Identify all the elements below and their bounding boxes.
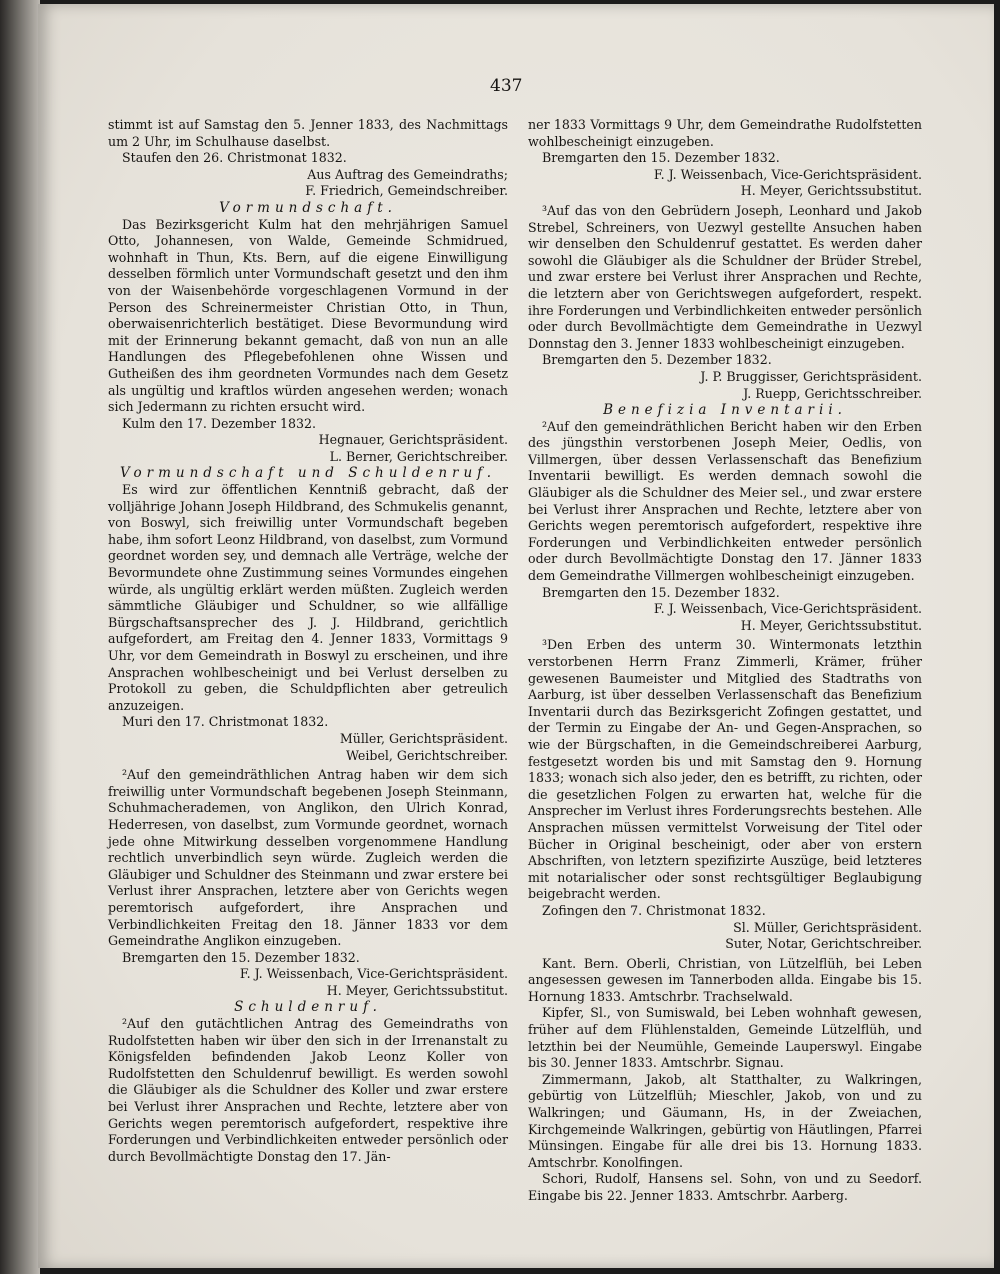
paragraph: ²Auf den gutächtlichen Antrag des Gemeindraths von Rudolfstetten haben wir über den sich in der Irrenanstalt zu Königsfelden befindenden Jakob Leonz Koller von Rudolfstetten den Schuldenruf bewilligt. Es werden sowohl die Gläubiger als die Schuldner des Koller und zwar erstere bei Verlust ihrer Ansprachen und Rechte, letztere aber von Gerichts wegen peremtorisch aufgefordert, respektive ihre Forderungen und Verbindlichkeiten entweder persönlich oder durch Bevollmächtigte Donstag den 17. Jän- bbox=[108, 1016, 508, 1164]
right-column bbox=[528, 117, 922, 1205]
paragraph: ner 1833 Vormittags 9 Uhr, dem Gemeindrathe Rudolfstetten wohlbescheinigt einzugeben. bbox=[528, 117, 922, 149]
signature: F. Friedrich, Gemeindschreiber. bbox=[305, 183, 508, 199]
signature: F. J. Weissenbach, Vice-Gerichtspräsident. bbox=[239, 966, 508, 982]
signature: L. Berner, Gerichtschreiber. bbox=[329, 448, 508, 464]
book-spine bbox=[0, 0, 40, 1274]
paragraph: stimmt ist auf Samstag den 5. Jenner 1833, des Nachmittags um 2 Uhr, im Schulhause daselbst. bbox=[108, 117, 508, 149]
paragraph: ²Auf den gemeindräthlichen Antrag haben wir dem sich freiwillig unter Vormundschaft begebenen Joseph Steinmann, Schuhmacherademen, von Anglikon, den Ulrich Konrad, Hederresen, von daselbst, zum Vormunde geordnet, wornach jede ohne Mitwirkung desselben vorgenommene Handlung rechtlich unverbindlich seyn würde. Zugleich werden die Gläubiger und Schuldner des Steinmann und zwar erstere bei Verlust ihrer Ansprachen, letztere aber von Gerichts wegen peremtorisch aufgefordert, ihre Ansprachen und Verbindlichkeiten Freitag den 18. Jänner 1833 vor dem Gemeindrathe Anglikon einzugeben. bbox=[108, 767, 508, 949]
notice-entry: Kipfer, Sl., von Sumiswald, bei Leben wohnhaft gewesen, früher auf dem Flühlenstalden, Gemeinde Lützelflüh, und letzthin bei der Neumühle, Gemeinde Lauperswyl. Eingabe bis 30. Jenner 1833. Amtschrbr. Signau. bbox=[528, 1005, 922, 1071]
dateline: Staufen den 26. Christmonat 1832. bbox=[122, 150, 347, 166]
left-column bbox=[108, 117, 508, 1165]
paragraph: ³Den Erben des unterm 30. Wintermonats letzthin verstorbenen Herrn Franz Zimmerli, Krämer, früher gewesenen Baumeister und Mitglied des Stadtraths von Aarburg, ist über desselben Verlassenschaft das Benefizium Inventarii durch das Bezirksgericht Zofingen gestattet, und der Termin zu Eingabe der An- und Gegen-Ansprachen, so wie der Bürgschaften, in die Gemeindschreiberei Aarburg, festgesetzt worden bis und mit Samstag den 9. Hornung 1833; wonach sich also jeder, den es betrifft, zu richten, oder die gesetzlichen Folgen zu erwarten hat, welche für die Ansprecher im Verlust ihres Forderungsrechts bestehen. Alle Ansprachen müssen vermittelst Vorweisung der Titel oder Bücher in Original bescheinigt, oder aber von erstern Abschriften, von letztern spezifizirte Auszüge, beid letzteres mit notarialischer oder sonst rechtsgültiger Beglaubigung beigebracht werden. bbox=[528, 637, 922, 902]
paragraph: ³Auf das von den Gebrüdern Joseph, Leonhard und Jakob Strebel, Schreiners, von Uezwyl gestellte Ansuchen haben wir denselben den Schuldenruf gestattet. Es werden daher sowohl die Gläubiger als die Schuldner der Brüder Strebel, und zwar erstere bei Verlust ihrer Ansprachen und Rechte, die letztern aber von Gerichtswegen aufgefordert, respekt. ihre Forderungen und Verbindlichkeiten entweder persönlich oder durch Bevollmächtigte dem Gemeindrathe in Uezwyl Donnstag den 3. Jenner 1833 wohlbescheinigt einzugeben. bbox=[528, 202, 922, 351]
dateline: Muri den 17. Christmonat 1832. bbox=[122, 714, 329, 730]
dateline: Zofingen den 7. Christmonat 1832. bbox=[542, 902, 766, 918]
signature: Sl. Müller, Gerichtspräsident. bbox=[733, 919, 922, 935]
dateline: Bremgarten den 5. Dezember 1832. bbox=[542, 352, 772, 368]
signature: H. Meyer, Gerichtssubstitut. bbox=[740, 183, 922, 199]
notice-entry: Schori, Rudolf, Hansens sel. Sohn, von und zu Seedorf. Eingabe bis 22. Jenner 1833. Amtschrbr. Aarberg. bbox=[528, 1171, 922, 1203]
dateline: Bremgarten den 15. Dezember 1832. bbox=[542, 584, 780, 600]
notice-entry: Kant. Bern. Oberli, Christian, von Lützelflüh, bei Leben angesessen gewesen im Tannerboden allda. Eingabe bis 15. Hornung 1833. Amtschrbr. Trachselwald. bbox=[528, 955, 922, 1004]
signature: Hegnauer, Gerichtspräsident. bbox=[318, 432, 508, 448]
signature: Müller, Gerichtspräsident. bbox=[339, 730, 508, 746]
paragraph: Das Bezirksgericht Kulm hat den mehrjährigen Samuel Otto, Johannesen, von Walde, Gemeinde Schmidrued, wohnhaft in Thun, Kts. Bern, auf die eigene Einwilligung desselben förmlich unter Vormundschaft gesetzt und den ihm von der Waisenbehörde vorgeschlagenen Vormund in der Person des Schreinermeister Christian Otto, in Thun, oberwaisenrichterlich bestätiget. Diese Bevormundung wird mit der Erinnerung bekannt gemacht, daß von nun an alle Handlungen des Pflegebefohlenen ohne Wissen und Gutheißen des ihm geordneten Vormundes nach dem Gesetz als ungültig und kraftlos würden angesehen werden; wonach sich Jedermann zu richten ersucht wird. bbox=[108, 216, 508, 415]
signature: J. P. Bruggisser, Gerichtspräsident. bbox=[700, 368, 922, 384]
paragraph: ²Auf den gemeindräthlichen Bericht haben wir den Erben des jüngsthin verstorbenen Joseph Meier, Oedlis, von Villmergen, über dessen Verlassenschaft das Benefizium Inventarii bewilligt. Es werden demnach sowohl die Gläubiger als die Schuldner des Meier sel., und zwar erstere bei Verlust ihrer Ansprachen und Rechte, letztere aber von Gerichts wegen peremtorisch aufgefordert, respektive ihre Forderungen und Verbindlichkeiten entweder persönlich oder durch Bevollmächtigte Donstag den 17. Jänner 1833 dem Gemeindrathe Villmergen wohlbescheinigt einzugeben. bbox=[528, 418, 922, 584]
paragraph: Es wird zur öffentlichen Kenntniß gebracht, daß der volljährige Johann Joseph Hildbrand, des Schmukelis genannt, von Boswyl, sich freiwillig unter Vormundschaft begeben habe, ihm sofort Leonz Hildbrand, von daselbst, zum Vormund geordnet worden sey, und demnach alle Verträge, welche der Bevormundete ohne Zustimmung seines Vormundes eingehen würde, als ungültig erklärt werden müßten. Zugleich werden sämmtliche Gläubiger und Schuldner, so wie allfällige Bürgschaftsansprecher des J. J. Hildbrand, gerichtlich aufgefordert, am Freitag den 4. Jenner 1833, Vormittags 9 Uhr, vor dem Gemeindrath in Boswyl zu erscheinen, und ihre Ansprachen wohlbescheinigt und bei Verlust derselben zu Protokoll zu geben, die Schuldpflichten aber getreulich anzuzeigen. bbox=[108, 482, 508, 713]
signature: F. J. Weissenbach, Vice-Gerichtspräsident. bbox=[653, 601, 922, 617]
signature: Suter, Notar, Gerichtschreiber. bbox=[725, 936, 922, 952]
section-heading: Vormundschaft und Schuldenruf. bbox=[120, 465, 496, 482]
section-heading: Vormundschaft. bbox=[219, 199, 397, 216]
section-heading: Schuldenruf. bbox=[234, 999, 382, 1016]
signature: Weibel, Gerichtschreiber. bbox=[345, 747, 508, 763]
dateline: Bremgarten den 15. Dezember 1832. bbox=[122, 949, 360, 965]
signature: H. Meyer, Gerichtssubstitut. bbox=[326, 982, 508, 998]
notice-entry: Zimmermann, Jakob, alt Statthalter, zu Walkringen, gebürtig von Lützelflüh; Mieschler, Jakob, von und zu Walkringen; und Gäumann, Hs, in der Zweiachen, Kirchgemeinde Walkringen, gebürtig von Häutlingen, Pfarrei Münsingen. Eingabe für alle drei bis 13. Hornung 1833. Amtschrbr. Konolfingen. bbox=[528, 1071, 922, 1170]
section-heading: Benefizia Inventarii. bbox=[603, 402, 847, 419]
dateline: Kulm den 17. Dezember 1832. bbox=[122, 415, 317, 431]
signature: H. Meyer, Gerichtssubstitut. bbox=[740, 617, 922, 633]
page-number: 437 bbox=[490, 76, 523, 96]
signature: Aus Auftrag des Gemeindraths; bbox=[307, 166, 508, 182]
signature: F. J. Weissenbach, Vice-Gerichtspräsident. bbox=[653, 166, 922, 182]
signature: J. Ruepp, Gerichtsschreiber. bbox=[743, 385, 922, 401]
dateline: Bremgarten den 15. Dezember 1832. bbox=[542, 150, 780, 166]
